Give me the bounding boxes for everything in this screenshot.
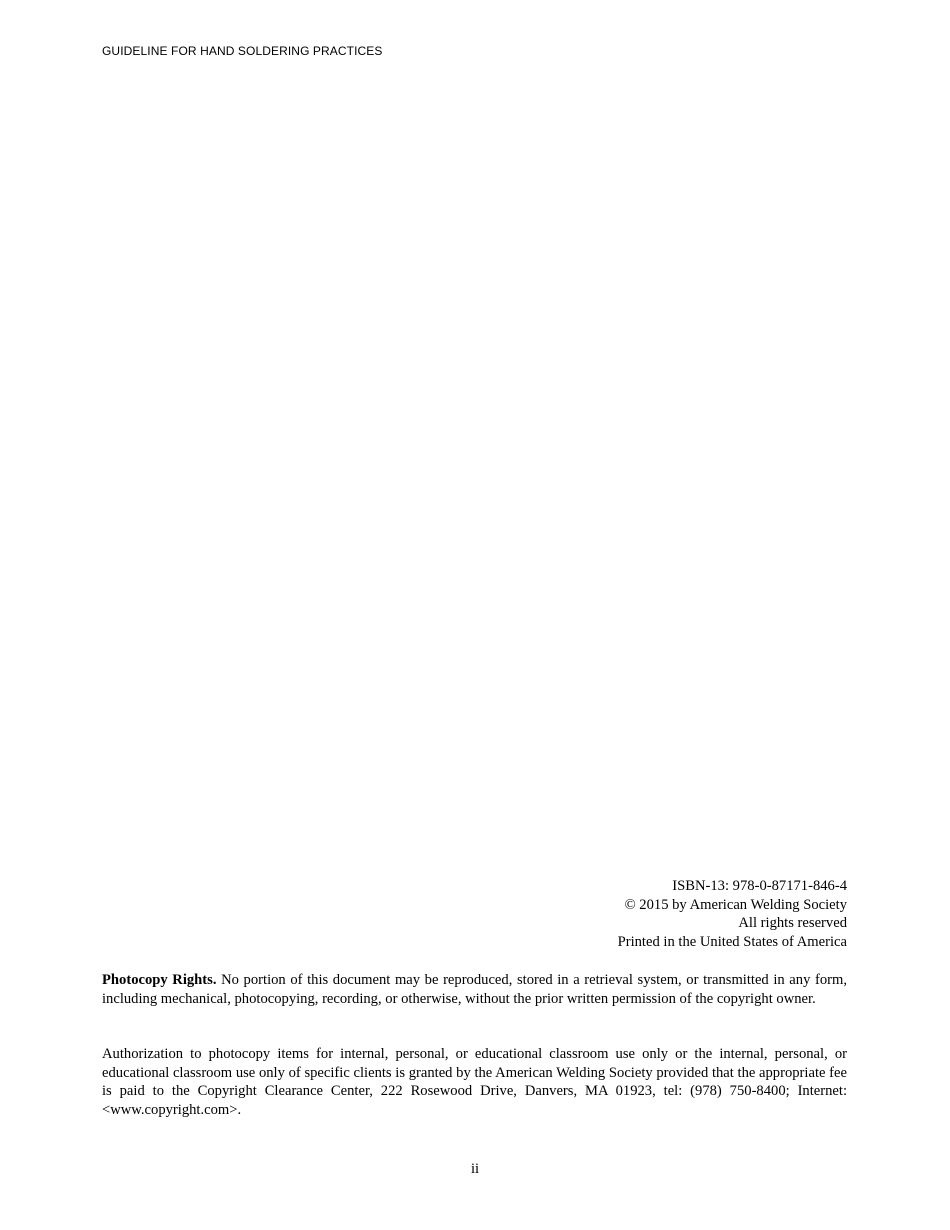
photocopy-rights-heading: Photocopy Rights.	[102, 972, 217, 988]
rights-line: All rights reserved	[738, 915, 847, 932]
isbn-line: ISBN-13: 978-0-87171-846-4	[672, 878, 847, 894]
colophon-block	[618, 877, 847, 952]
printed-line: Printed in the United States of America	[617, 934, 847, 951]
running-header: GUIDELINE FOR HAND SOLDERING PRACTICES	[102, 44, 383, 58]
copyright-line: © 2015 by American Welding Society	[624, 896, 847, 913]
photocopy-rights-paragraph	[102, 971, 847, 1008]
photocopy-rights-text: No portion of this document may be reproduced, stored in a retrieval system, or transmitted in any form, including mechanical, photocopying, recording, or otherwise, without the prior written permission of the copyright owner.	[102, 972, 848, 1007]
authorization-paragraph: Authorization to photocopy items for internal, personal, or educational classroom use only or the internal, personal, or educational classroom use only of specific clients is granted by the American Welding Society provided that the appropriate fee is paid to the Copyright Clearance Center, 222 Rosewood Drive, Danvers, MA 01923, tel: (978) 750-8400; Internet: <www.copyright.com>.	[102, 1046, 847, 1118]
page-number: ii	[470, 1161, 480, 1177]
